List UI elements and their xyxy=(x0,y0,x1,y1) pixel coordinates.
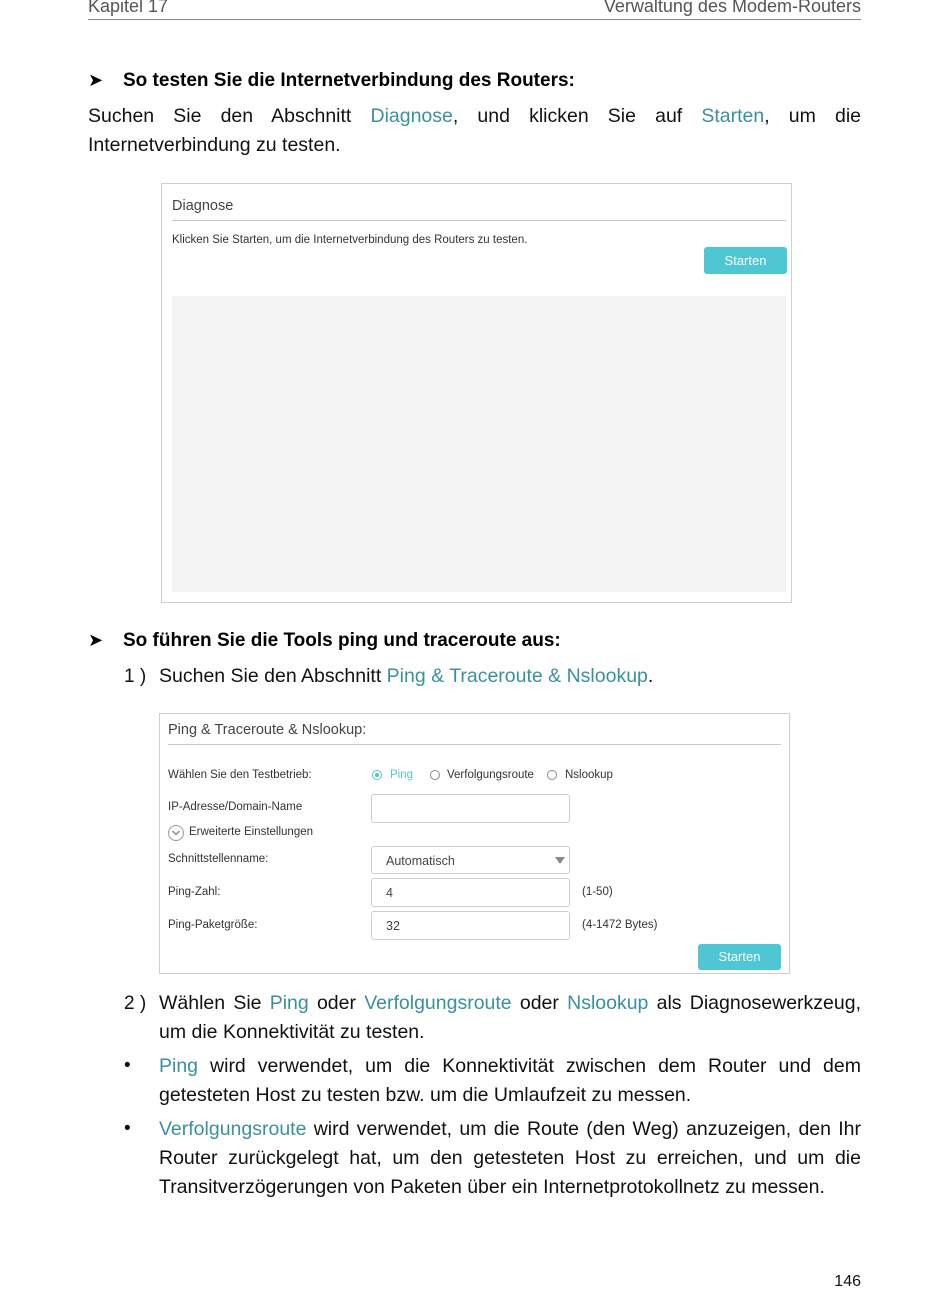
step-number: 2 ) xyxy=(124,993,147,1014)
diagnose-title: Diagnose xyxy=(172,198,234,214)
text: Wählen Sie xyxy=(159,992,270,1014)
link-traceroute[interactable]: Verfolgungsroute xyxy=(159,1118,307,1140)
text: als Diagnosewerkzeug, um die Konnektivität zu testen. xyxy=(159,992,862,1043)
bullet-text xyxy=(159,1115,861,1202)
radio-nslookup[interactable] xyxy=(547,770,557,780)
bullet-dot: • xyxy=(124,1118,131,1139)
link-ping[interactable]: Ping xyxy=(159,1055,199,1077)
section-heading: So testen Sie die Internetverbindung des Routers: xyxy=(123,70,575,91)
text: Suchen Sie den Abschnitt xyxy=(159,665,387,687)
section-title: Verwaltung des Modem-Routers xyxy=(603,0,861,16)
interface-label: Schnittstellenname: xyxy=(168,853,269,865)
text: , um die Internetverbindung zu testen. xyxy=(88,105,861,156)
link-nslookup[interactable]: Nslookup xyxy=(567,992,649,1014)
option-label: Nslookup xyxy=(565,769,613,781)
link-traceroute[interactable]: Verfolgungsroute xyxy=(364,992,512,1014)
step-text xyxy=(159,989,861,1047)
packet-size-value: 32 xyxy=(386,919,400,933)
chapter-label: Kapitel 17 xyxy=(88,0,169,16)
bullet-text xyxy=(159,1052,861,1110)
radio-traceroute[interactable] xyxy=(430,770,440,780)
mode-label: Wählen Sie den Testbetrieb: xyxy=(168,769,312,781)
bullet-dot: • xyxy=(124,1055,131,1076)
ping-count-hint: (1-50) xyxy=(582,886,613,898)
interface-select[interactable] xyxy=(371,846,570,874)
text: , und klicken Sie auf xyxy=(452,105,702,127)
step-text xyxy=(159,662,861,691)
text: wird verwendet, um die Konnektivität zwischen dem Router und dem getesteten Host zu testen bzw. um die Umlaufzeit zu messen. xyxy=(159,1055,861,1106)
arrow-bullet-icon: ➤ xyxy=(88,630,104,650)
radio-ping[interactable] xyxy=(372,770,382,780)
ping-title: Ping & Traceroute & Nslookup: xyxy=(168,722,367,738)
packet-size-input[interactable] xyxy=(371,911,570,940)
title-rule xyxy=(168,744,781,745)
text: oder xyxy=(511,992,568,1014)
page-number: 146 xyxy=(834,1273,861,1290)
ping-count-input[interactable] xyxy=(371,878,570,907)
header-divider xyxy=(88,19,861,20)
link-diagnose[interactable]: Diagnose xyxy=(370,105,453,127)
result-panel xyxy=(172,296,786,592)
instruction-text: Klicken Sie Starten, um die Internetverbindung des Routers zu testen. xyxy=(172,234,528,246)
paragraph xyxy=(88,102,861,160)
ping-count-label: Ping-Zahl: xyxy=(168,886,221,898)
step-number: 1 ) xyxy=(124,666,147,687)
text: Suchen Sie den Abschnitt xyxy=(88,105,371,127)
ip-input[interactable] xyxy=(371,794,570,823)
text: wird verwendet, um die Route (den Weg) anzuzeigen, den Ihr Router zurückgelegt hat, um den getesteten Host zu erreichen, und um die Transitverzögerungen von Paketen über ein Internetprotokollnetz zu messen. xyxy=(159,1118,861,1198)
interface-value: Automatisch xyxy=(386,854,455,868)
link-starten[interactable]: Starten xyxy=(701,105,765,127)
ping-count-value: 4 xyxy=(386,886,393,900)
packet-size-label: Ping-Paketgröße: xyxy=(168,919,258,931)
link-ping[interactable]: Ping xyxy=(269,992,309,1014)
chevron-down-icon xyxy=(555,857,565,864)
ping-screenshot xyxy=(159,713,790,974)
link-ping-traceroute[interactable]: Ping & Traceroute & Nslookup xyxy=(386,665,648,687)
option-label: Ping xyxy=(390,769,414,781)
diagnose-screenshot xyxy=(161,183,792,603)
start-button[interactable]: Starten xyxy=(698,944,781,970)
section-heading: So führen Sie die Tools ping und traceroute aus: xyxy=(123,630,561,651)
text: . xyxy=(647,665,654,687)
title-rule xyxy=(172,220,786,221)
arrow-bullet-icon: ➤ xyxy=(88,70,104,90)
packet-size-hint: (4-1472 Bytes) xyxy=(582,919,658,931)
text: oder xyxy=(308,992,365,1014)
advanced-settings-link[interactable]: Erweiterte Einstellungen xyxy=(189,826,314,838)
option-label: Verfolgungsroute xyxy=(447,769,534,781)
start-button[interactable]: Starten xyxy=(704,247,787,274)
ip-label: IP-Adresse/Domain-Name xyxy=(168,801,303,813)
chevron-down-icon[interactable] xyxy=(168,825,184,841)
